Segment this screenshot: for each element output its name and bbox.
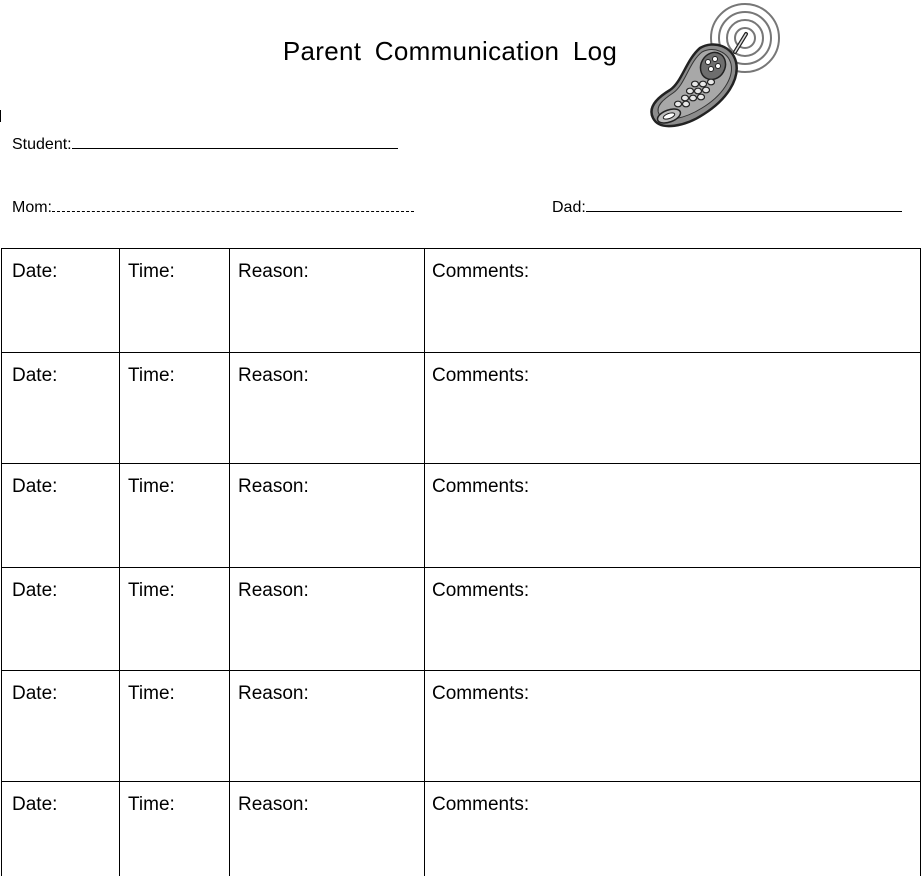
log-row <box>2 249 921 353</box>
comments-cell[interactable]: Comments: <box>425 568 921 671</box>
reason-cell[interactable]: Reason: <box>230 249 425 353</box>
reason-cell[interactable]: Reason: <box>230 464 425 568</box>
dad-label: Dad: <box>552 199 586 216</box>
mom-label: Mom: <box>12 199 52 216</box>
communication-log-table <box>1 248 921 876</box>
dad-blank[interactable] <box>586 197 902 212</box>
comments-cell[interactable]: Comments: <box>425 464 921 568</box>
date-cell[interactable]: Date: <box>2 353 120 464</box>
time-cell[interactable]: Time: <box>120 568 230 671</box>
student-label: Student: <box>12 136 72 153</box>
date-cell[interactable]: Date: <box>2 568 120 671</box>
student-field[interactable] <box>12 134 398 155</box>
time-cell[interactable]: Time: <box>120 782 230 876</box>
comments-cell[interactable]: Comments: <box>425 671 921 782</box>
comments-cell[interactable]: Comments: <box>425 249 921 353</box>
time-cell[interactable]: Time: <box>120 353 230 464</box>
log-row <box>2 671 921 782</box>
mom-blank[interactable] <box>52 197 414 212</box>
date-cell[interactable]: Date: <box>2 782 120 876</box>
reason-cell[interactable]: Reason: <box>230 568 425 671</box>
reason-cell[interactable]: Reason: <box>230 671 425 782</box>
margin-marker <box>0 110 1 122</box>
student-blank[interactable] <box>72 134 398 149</box>
time-cell[interactable]: Time: <box>120 249 230 353</box>
cell-phone-icon <box>642 0 787 135</box>
log-table-body <box>2 249 921 876</box>
date-cell[interactable]: Date: <box>2 249 120 353</box>
log-row <box>2 353 921 464</box>
reason-cell[interactable]: Reason: <box>230 782 425 876</box>
time-cell[interactable]: Time: <box>120 464 230 568</box>
comments-cell[interactable]: Comments: <box>425 782 921 876</box>
page-title: Parent Communication Log <box>282 36 618 66</box>
mom-field[interactable] <box>12 197 414 218</box>
reason-cell[interactable]: Reason: <box>230 353 425 464</box>
time-cell[interactable]: Time: <box>120 671 230 782</box>
log-row <box>2 464 921 568</box>
date-cell[interactable]: Date: <box>2 671 120 782</box>
log-row <box>2 568 921 671</box>
dad-field[interactable] <box>552 197 902 218</box>
date-cell[interactable]: Date: <box>2 464 120 568</box>
log-row <box>2 782 921 876</box>
comments-cell[interactable]: Comments: <box>425 353 921 464</box>
